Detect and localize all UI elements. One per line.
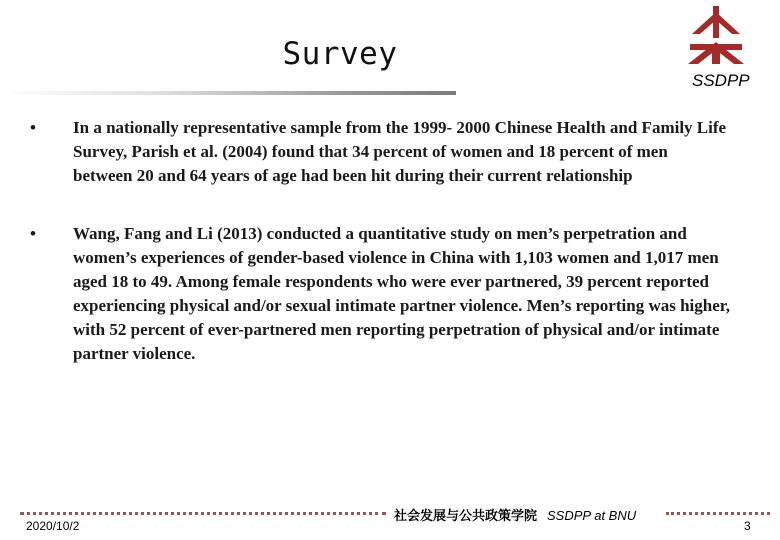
footer-divider-left <box>20 512 386 515</box>
footer-divider-right <box>666 512 770 515</box>
brand-label: SSDPP <box>692 71 750 90</box>
bullet-text: In a nationally representative sample from the 1999- 2000 Chinese Health and Family Life Survey, Parish et al. (2004) found that 34 percent of women and 18 percent of men between 20 and 64 years of age had been hit during their current relationship <box>73 118 727 185</box>
footer-date: 2020/10/2 <box>26 519 80 533</box>
page-number: 3 <box>744 519 751 533</box>
bullet-text: Wang, Fang and Li (2013) conducted a quantitative study on men’s perpetration and women’s experiences of gender-based violence in China with 1,103 women and 1,017 men aged 18 to 49. Among female respondents who were ever partnered, 39 percent reported experiencing physical and/or sexual intimate partner violence. Men’s reporting was higher, with 52 percent of ever-partnered men reporting perpetration of physical and/or intimate partner violence. <box>73 224 730 363</box>
bullet-marker: • <box>30 118 36 137</box>
footer-subtitle: SSDPP at BNU <box>547 508 637 523</box>
bullet-item <box>30 116 730 188</box>
bullet-marker: • <box>30 224 36 243</box>
slide-title: Survey <box>282 36 398 72</box>
bullet-list <box>30 116 730 366</box>
footer-institute: 社会发展与公共政策学院 <box>394 509 538 524</box>
bullet-item <box>30 222 730 366</box>
ssdpp-logo-icon <box>686 6 746 64</box>
title-underline <box>0 91 456 95</box>
footer-center-label <box>394 505 636 524</box>
